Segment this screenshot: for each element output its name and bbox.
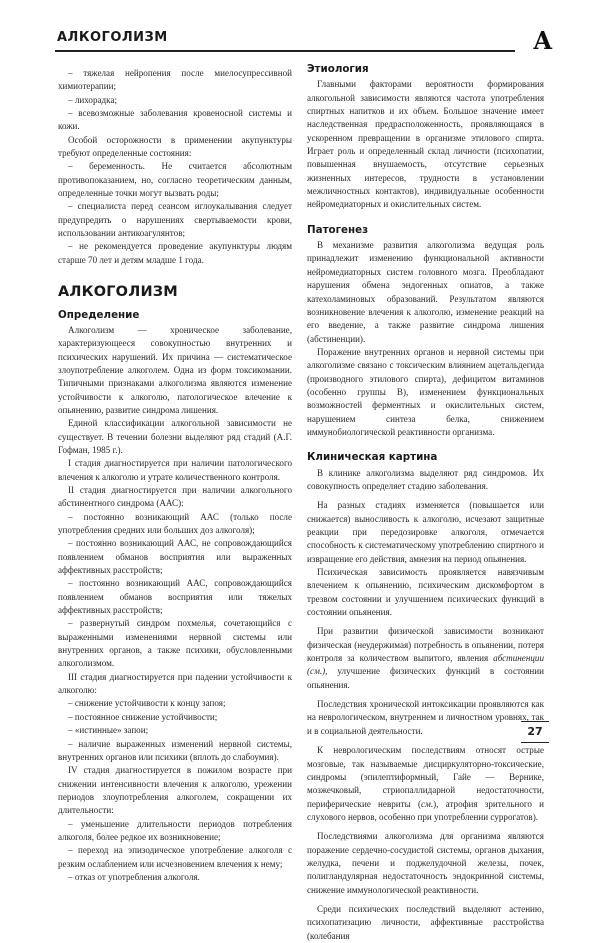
list-item: – лихорадка;	[68, 94, 118, 105]
section-heading: Патогенез	[307, 223, 369, 236]
paragraph: В клинике алкоголизма выделяют ряд синдромов. Их совокупность определяет стадию заболевания.	[307, 467, 544, 491]
list-item: – снижение устойчивости к концу запоя;	[68, 698, 226, 709]
paragraph: Поражение внутренних органов и нервной системы при алкоголизме связано с токсическим влиянием ацетальдегида (производного этилового спирта), дефицитом витаминов (особенно группы В), изменением функциональных возможностей ферментных и окислительных систем, нарушением синтеза белка, снижением иммунобиологической реактивности организма.	[307, 346, 544, 437]
list-item: – постоянно возникающий ААС, не сопровождающийся появлением обманов восприятия или выраженных аффективных расстройств;	[58, 538, 292, 576]
section-heading: Определение	[58, 308, 140, 321]
list-item: – не рекомендуется проведение акупунктуры людям старше 70 лет и детям младше 1 года.	[58, 241, 292, 265]
text-run: К неврологическим последствиям относят острые мозговые, так называемые дисциркуляторно-токсические, синдромы (эпилептиформный, Гайе — Вернике, мозжечковый, стриопаллидарной недостаточности, периферические невриты (	[307, 745, 544, 809]
header-rule	[55, 50, 515, 52]
list-item: – развернутый синдром похмелья, сочетающийся с выраженными изменениями нервной системы или внутренних органов, а также психики, обусловленными алкоголизмом.	[58, 618, 292, 669]
list-item: – всевозможные заболевания кровеносной системы и кожи.	[58, 108, 292, 132]
list-item: – переход на эпизодическое употребление алкоголя с резким ослаблением или исчезновением влечения к нему;	[58, 845, 292, 869]
paragraph: Среди психических последствий выделяют астению, психопатизацию личности, аффективные расстройства (колебания	[307, 903, 544, 941]
paragraph: II стадия диагностируется при наличии алкогольного абстинентного синдрома (ААС):	[58, 484, 292, 509]
running-title: АЛКОГОЛИЗМ	[57, 30, 168, 45]
section-letter: А	[533, 26, 553, 55]
paragraph	[307, 744, 544, 824]
list-item: – специалиста перед сеансом иглоукалывания следует предупредить о нарушениях свертываемости крови, использовании антикоагулянтов;	[58, 201, 292, 239]
section-heading: Этиология	[307, 63, 369, 75]
paragraph	[307, 625, 544, 692]
section-heading: Клиническая картина	[307, 451, 438, 464]
list-item: – отказ от употребления алкоголя.	[68, 871, 200, 882]
article-title: АЛКОГОЛИЗМ	[58, 284, 178, 301]
paragraph: Алкоголизм — хроническое заболевание, характеризующееся совокупностью внутренних и психических нарушений. Их причина — систематическое злоупотребление алкоголем. Одна из форм токсикомании. Типичными признаками алкоголизма являются изменение устойчивости к алкоголю, патологическое влечение к опьянению, развитие синдрома лишения.	[58, 324, 292, 415]
cross-reference: абстиненции (см.)	[307, 653, 544, 677]
left-column	[58, 67, 292, 884]
paragraph: III стадия диагностируется при падении устойчивости к алкоголю:	[58, 671, 292, 696]
list-item: – постоянное снижение устойчивости;	[68, 711, 218, 722]
text-run: При развитии физической зависимости возникают физическая (неудержимая) потребность в опьянении, потеря контроля за количеством выпитого, явления	[307, 626, 544, 664]
list-item: – тяжелая нейропения после миелосупрессивной химиотерапии;	[58, 68, 292, 92]
list-item: – постоянно возникающий ААС (только после употребления средних или больших доз алкоголя);	[58, 511, 292, 535]
paragraph: Особой осторожности в применении акупунктуры требуют определенные состояния:	[58, 134, 292, 159]
list-item: – уменьшение длительности периодов потребления алкоголя, более редкое их возникновение;	[58, 818, 292, 842]
paragraph: IV стадия диагностируется в пожилом возрасте при снижении интенсивности влечения к алкоголю, урежении периодов злоупотребления алкоголем, сокращении их длительности:	[58, 765, 292, 816]
text-run: , улучшение физических функций в состоянии опьянения.	[307, 666, 544, 690]
paragraph: На разных стадиях изменяется (повышается или снижается) выносливость к алкоголю, исчезают защитные реакции при передозировке алкоголя, отмечается способность к систематическому употреблению спиртного и извращение его действия, амнезия на период опьянения.	[307, 500, 544, 564]
list-item: – постоянно возникающий ААС, сопровождающийся появлением обманов восприятия или тяжелых аффективных расстройств;	[58, 578, 292, 616]
list-item: – наличие выраженных изменений нервной системы, внутренних органов или психики (вплоть до слабоумия).	[58, 738, 292, 762]
paragraph: Психическая зависимость проявляется навязчивым влечением к опьянению, психическим дискомфортом в трезвом состоянии и улучшением психических функций в состоянии опьянения.	[307, 567, 544, 618]
page-number: 27	[521, 721, 549, 743]
list-item: – беременность. Не считается абсолютным противопоказанием, но, согласно теоретическим данным, определенные точки могут вызвать роды;	[58, 161, 292, 199]
list-item: – «истинные» запои;	[68, 725, 149, 736]
paragraph: Главными факторами вероятности формирования алкогольной зависимости являются частота употребления спиртных напитков и их объем. Большое значение имеет наследственная предрасположенность, проявляющаяся в ускоренном превращении в организме этилового спирта. Играет роль и определенный склад личности (психопатии, повышенная внушаемость, отсутствие серьезных жизненных интересов, трудности в установлении межличностных контактов), индивидуальные особенности нейромедиаторных и окислительных систем.	[307, 79, 544, 210]
text-run: ), атрофия зрительного и слухового нервов, особенно при употреблении суррогатов).	[307, 798, 545, 822]
paragraph: В механизме развития алкоголизма ведущая роль принадлежит изменению функциональной активности нейромедиаторных систем головного мозга. Преобладают нарушения обмена эндогенных опиатов, а также катехоламиновых образований. Результатом являются возникновение влечения к алкоголю, изменение реакций на его введение, а также развитие синдрома лишения (абстиненции).	[307, 240, 544, 344]
right-column	[307, 63, 544, 943]
paragraph: I стадия диагностируется при наличии патологического влечения к алкоголю и утрате количественного контроля.	[58, 458, 292, 482]
paragraph: Последствия хронической интоксикации проявляются как на неврологическом, внутреннем и личностном уровнях, так и в социальной деятельности.	[307, 699, 544, 736]
paragraph: Последствиями алкоголизма для организма являются поражение сердечно-сосудистой системы, органов дыхания, желудка, печени и поджелудочной железы, почек, полигландулярная недостаточность эндокринной системы, снижение иммунологической реактивности.	[307, 831, 544, 895]
paragraph: Единой классификации алкогольной зависимости не существует. В течении болезни выделяют ряд стадий (А.Г. Гофман, 1985 г.).	[58, 418, 292, 455]
cross-reference: см.	[421, 798, 434, 809]
